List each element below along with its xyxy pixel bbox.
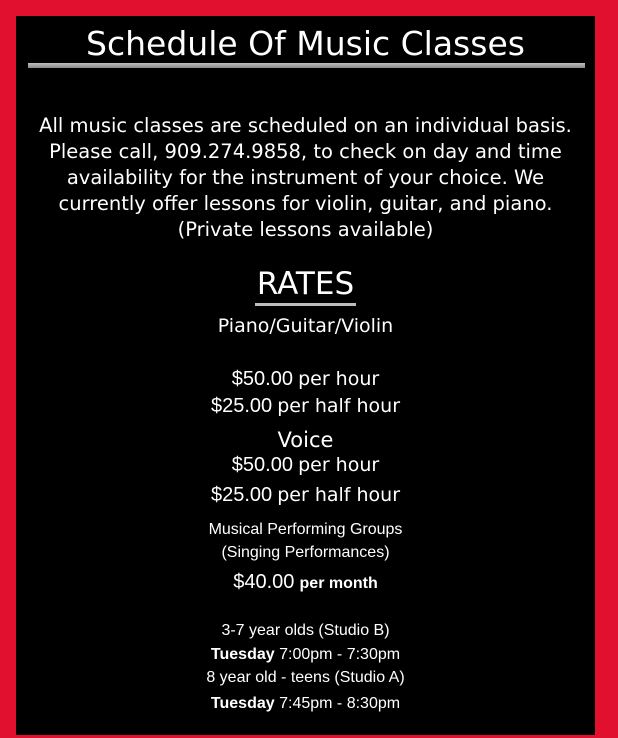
schedule-group-2: 8 year old - teens (Studio A) xyxy=(206,669,405,686)
rates-heading xyxy=(16,266,595,302)
rates-heading-text: RATES xyxy=(255,266,356,306)
instrument-hour-unit: per hour xyxy=(298,368,380,390)
voice-label: Voice xyxy=(277,428,334,452)
groups-label: Musical Performing Groups xyxy=(208,521,403,538)
voice-half-price: $25.00 xyxy=(210,484,273,506)
schedule-hours-1: 7:00pm - 7:30pm xyxy=(279,646,401,663)
schedule-time-2 xyxy=(16,695,595,713)
page-title: Schedule Of Music Classes xyxy=(86,24,525,63)
schedule-time-1 xyxy=(16,646,595,664)
groups-price-unit: per month xyxy=(299,575,378,592)
voice-hour-price: $50.00 xyxy=(231,454,293,476)
instrument-label: Piano/Guitar/Violin xyxy=(217,315,394,337)
groups-sublabel: (Singing Performances) xyxy=(221,544,390,561)
voice-half-unit: per half hour xyxy=(277,484,401,506)
schedule-group-1: 3-7 year olds (Studio B) xyxy=(221,622,390,639)
voice-hour-rate xyxy=(16,454,595,477)
intro-text: All music classes are scheduled on an individual basis. Please call, 909.274.9858, to check on day and time availability for the instrument of your choice. We currently offer lessons for violin, guitar, and piano. (Private lessons available) xyxy=(39,114,572,241)
instrument-hour-rate xyxy=(16,368,595,391)
title-underline xyxy=(28,63,585,68)
voice-half-rate xyxy=(16,484,595,507)
schedule-panel xyxy=(16,16,595,735)
groups-rate xyxy=(16,571,595,594)
schedule-day-2: Tuesday xyxy=(210,695,275,712)
instrument-half-price: $25.00 xyxy=(210,395,273,417)
instrument-half-unit: per half hour xyxy=(277,395,401,417)
instrument-half-rate xyxy=(16,395,595,418)
schedule-day-1: Tuesday xyxy=(210,646,275,663)
instrument-hour-price: $50.00 xyxy=(231,368,293,390)
groups-price: $40.00 xyxy=(233,571,295,593)
schedule-hours-2: 7:45pm - 8:30pm xyxy=(279,695,401,712)
voice-hour-unit: per hour xyxy=(298,454,380,476)
